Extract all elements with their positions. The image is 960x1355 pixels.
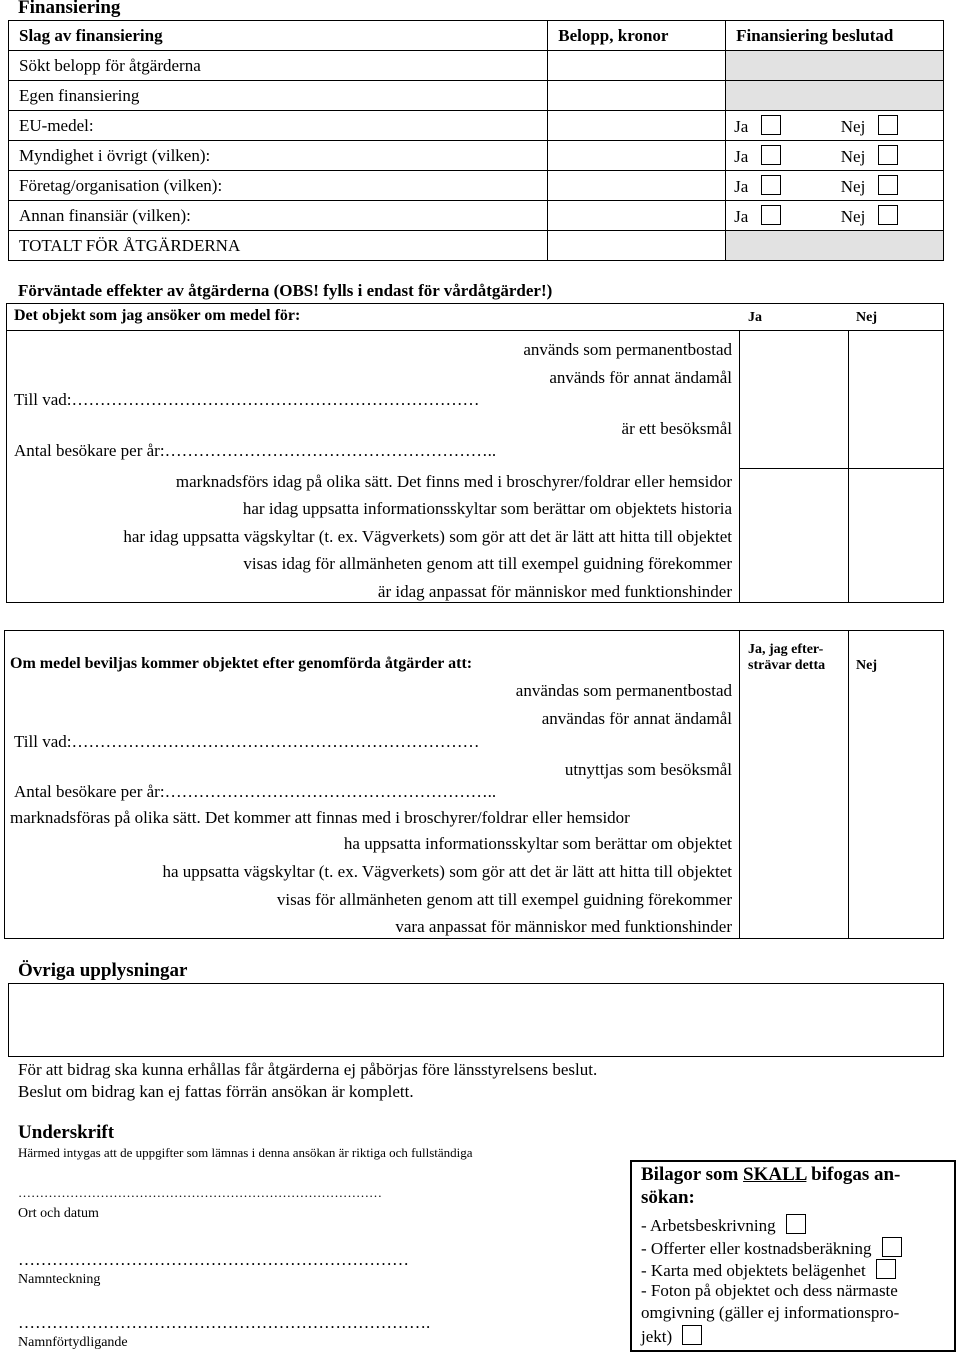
attachment-item-label: jekt) — [641, 1327, 673, 1346]
future-yes-header-line: strävar detta — [748, 658, 826, 673]
financing-row-label: EU-medel: — [9, 111, 548, 141]
attachment-checkbox[interactable] — [682, 1325, 702, 1345]
no-label: Nej — [840, 116, 866, 136]
other-info-field[interactable] — [8, 983, 944, 1057]
effects-col-divider — [848, 330, 849, 468]
future-row: visas för allmänheten genom att till exempel guidning förekommer — [276, 890, 732, 909]
effects-col-divider — [739, 468, 740, 603]
effects-row: har idag uppsatta informationsskyltar som berättar om objektets historia — [242, 499, 732, 518]
other-heading: Övriga upplysningar — [18, 960, 188, 981]
place-date-label: Ort och datum — [18, 1206, 99, 1221]
decided-shaded-cell — [726, 231, 944, 261]
financing-row-label: TOTALT FÖR ÅTGÄRDERNA — [9, 231, 548, 261]
attachments-title-part: Bilagor som — [641, 1164, 744, 1185]
no-label: Nej — [840, 206, 866, 226]
attachment-item-label: - Karta med objektets belägenhet — [641, 1261, 866, 1280]
future-row: ha uppsatta vägskyltar (t. ex. Vägverkets) som gör att det är lätt att hitta till objektet — [162, 862, 732, 881]
attachment-checkbox[interactable] — [882, 1237, 902, 1257]
attachments-title-part: bifogas an- — [806, 1164, 901, 1185]
attachments-title-line2: sökan: — [641, 1187, 695, 1208]
financing-row-label: Företag/organisation (vilken): — [9, 171, 548, 201]
decided-cell — [726, 111, 944, 141]
financing-heading: Finansiering — [18, 0, 121, 18]
yes-label: Ja — [734, 176, 749, 196]
amount-field[interactable] — [548, 231, 726, 261]
future-col-divider — [739, 630, 740, 939]
decided-shaded-cell — [726, 51, 944, 81]
effects-heading: Förväntade effekter av åtgärderna (OBS! fylls i endast för vårdåtgärder!) — [18, 281, 553, 300]
future-row: utnyttjas som besöksmål — [564, 760, 732, 779]
financing-row — [9, 171, 944, 201]
yes-checkbox[interactable] — [761, 175, 781, 195]
yes-label: Ja — [734, 146, 749, 166]
amount-field[interactable] — [548, 141, 726, 171]
financing-row — [9, 201, 944, 231]
attachment-item-text: - Foton på objektet och dess närmaste — [641, 1281, 898, 1300]
effects-row: marknadsförs idag på olika sätt. Det finns med i broschyrer/foldrar eller hemsidor — [175, 472, 732, 491]
attachment-item-label: - Arbetsbeskrivning — [641, 1216, 776, 1235]
financing-row — [9, 231, 944, 261]
no-checkbox[interactable] — [878, 145, 898, 165]
effects-row: används som permanentbostad — [523, 340, 732, 359]
attachment-checkbox[interactable] — [786, 1214, 806, 1234]
effects-col-divider — [739, 330, 740, 468]
col-amount-header: Belopp, kronor — [548, 21, 726, 51]
no-checkbox[interactable] — [878, 205, 898, 225]
financing-row — [9, 141, 944, 171]
place-date-line[interactable]: ………………………………………………………………………… — [18, 1185, 382, 1200]
amount-field[interactable] — [548, 51, 726, 81]
effects-row: används för annat ändamål — [549, 368, 732, 387]
attachment-checkbox[interactable] — [876, 1259, 896, 1279]
yes-checkbox[interactable] — [761, 115, 781, 135]
other-note: Beslut om bidrag kan ej fattas förrän ansökan är komplett. — [18, 1082, 414, 1101]
attachments-title-emphasis: SKALL — [743, 1164, 807, 1185]
attachment-item — [641, 1259, 896, 1281]
attachment-item-label: - Offerter eller kostnadsberäkning — [641, 1239, 872, 1258]
financing-table — [8, 20, 944, 261]
decided-shaded-cell — [726, 81, 944, 111]
financing-row-label: Egen finansiering — [9, 81, 548, 111]
attachment-item — [641, 1325, 702, 1347]
till-vad-line[interactable]: Till vad:……………………………………………………………… — [14, 390, 480, 409]
signature-heading: Underskrift — [18, 1122, 115, 1143]
attachment-item — [641, 1237, 902, 1259]
future-row: ha uppsatta informationsskyltar som berättar om objektet — [343, 834, 732, 853]
amount-field[interactable] — [548, 111, 726, 141]
effects-title: Det objekt som jag ansöker om medel för: — [14, 307, 301, 324]
col-decided-header: Finansiering beslutad — [726, 21, 944, 51]
future-yes-header-line: Ja, jag efter- — [748, 642, 824, 657]
future-row: användas för annat ändamål — [541, 709, 732, 728]
visitors-line[interactable]: Antal besökare per år:………………………………………………….. — [14, 441, 497, 460]
effects-row: har idag uppsatta vägskyltar (t. ex. Vägverkets) som gör att det är lätt att hitta till objektet — [123, 527, 732, 546]
effects-row: är idag anpassat för människor med funktionshinder — [377, 582, 732, 601]
visitors-line[interactable]: Antal besökare per år:………………………………………………….. — [14, 782, 497, 801]
future-yes-header — [748, 642, 825, 674]
signature-statement: Härmed intygas att de uppgifter som lämnas i denna ansökan är riktiga och fullständiga — [18, 1145, 473, 1160]
no-label: Nej — [840, 176, 866, 196]
decided-cell — [726, 141, 944, 171]
amount-field[interactable] — [548, 201, 726, 231]
effects-yes-header: Ja — [748, 310, 762, 325]
future-row: marknadsföras på olika sätt. Det kommer att finnas med i broschyrer/foldrar eller hemsidor — [10, 808, 630, 827]
till-vad-line[interactable]: Till vad:……………………………………………………………… — [14, 732, 480, 751]
financing-row-label: Myndighet i övrigt (vilken): — [9, 141, 548, 171]
effects-row: visas idag för allmänheten genom att till exempel guidning förekommer — [243, 554, 732, 573]
no-checkbox[interactable] — [878, 115, 898, 135]
decided-cell — [726, 171, 944, 201]
effects-no-header: Nej — [856, 310, 877, 325]
other-note: För att bidrag ska kunna erhållas får åtgärderna ej påbörjas före länsstyrelsens beslut. — [18, 1060, 598, 1079]
financing-row — [9, 111, 944, 141]
future-row: användas som permanentbostad — [515, 681, 732, 700]
effects-divider — [6, 330, 944, 331]
effects-col-divider — [848, 468, 849, 603]
financing-row — [9, 81, 944, 111]
future-no-header: Nej — [856, 658, 877, 673]
signature-label: Namnteckning — [18, 1272, 101, 1287]
yes-checkbox[interactable] — [761, 145, 781, 165]
financing-row-label: Sökt belopp för åtgärderna — [9, 51, 548, 81]
financing-row-label: Annan finansiär (vilken): — [9, 201, 548, 231]
effects-row-divider — [739, 468, 944, 469]
decided-cell — [726, 201, 944, 231]
attachments-title — [641, 1163, 900, 1187]
name-line[interactable]: ………………………………………………………………. — [18, 1313, 431, 1332]
yes-checkbox[interactable] — [761, 205, 781, 225]
col-type-header: Slag av finansiering — [9, 21, 548, 51]
yes-label: Ja — [734, 116, 749, 136]
future-col-divider — [848, 630, 849, 939]
attachment-item-text: omgivning (gäller ej informationspro- — [641, 1303, 900, 1322]
effects-row: är ett besöksmål — [621, 419, 732, 438]
financing-header-row — [9, 21, 944, 51]
financing-row — [9, 51, 944, 81]
amount-field[interactable] — [548, 81, 726, 111]
amount-field[interactable] — [548, 171, 726, 201]
future-row: vara anpassat för människor med funktionshinder — [395, 917, 732, 936]
no-checkbox[interactable] — [878, 175, 898, 195]
yes-label: Ja — [734, 206, 749, 226]
future-title: Om medel beviljas kommer objektet efter genomförda åtgärder att: — [10, 655, 473, 672]
name-label: Namnförtydligande — [18, 1335, 128, 1350]
attachment-item — [641, 1214, 806, 1236]
no-label: Nej — [840, 146, 866, 166]
signature-line[interactable]: …………………………………………………………… — [18, 1250, 409, 1269]
